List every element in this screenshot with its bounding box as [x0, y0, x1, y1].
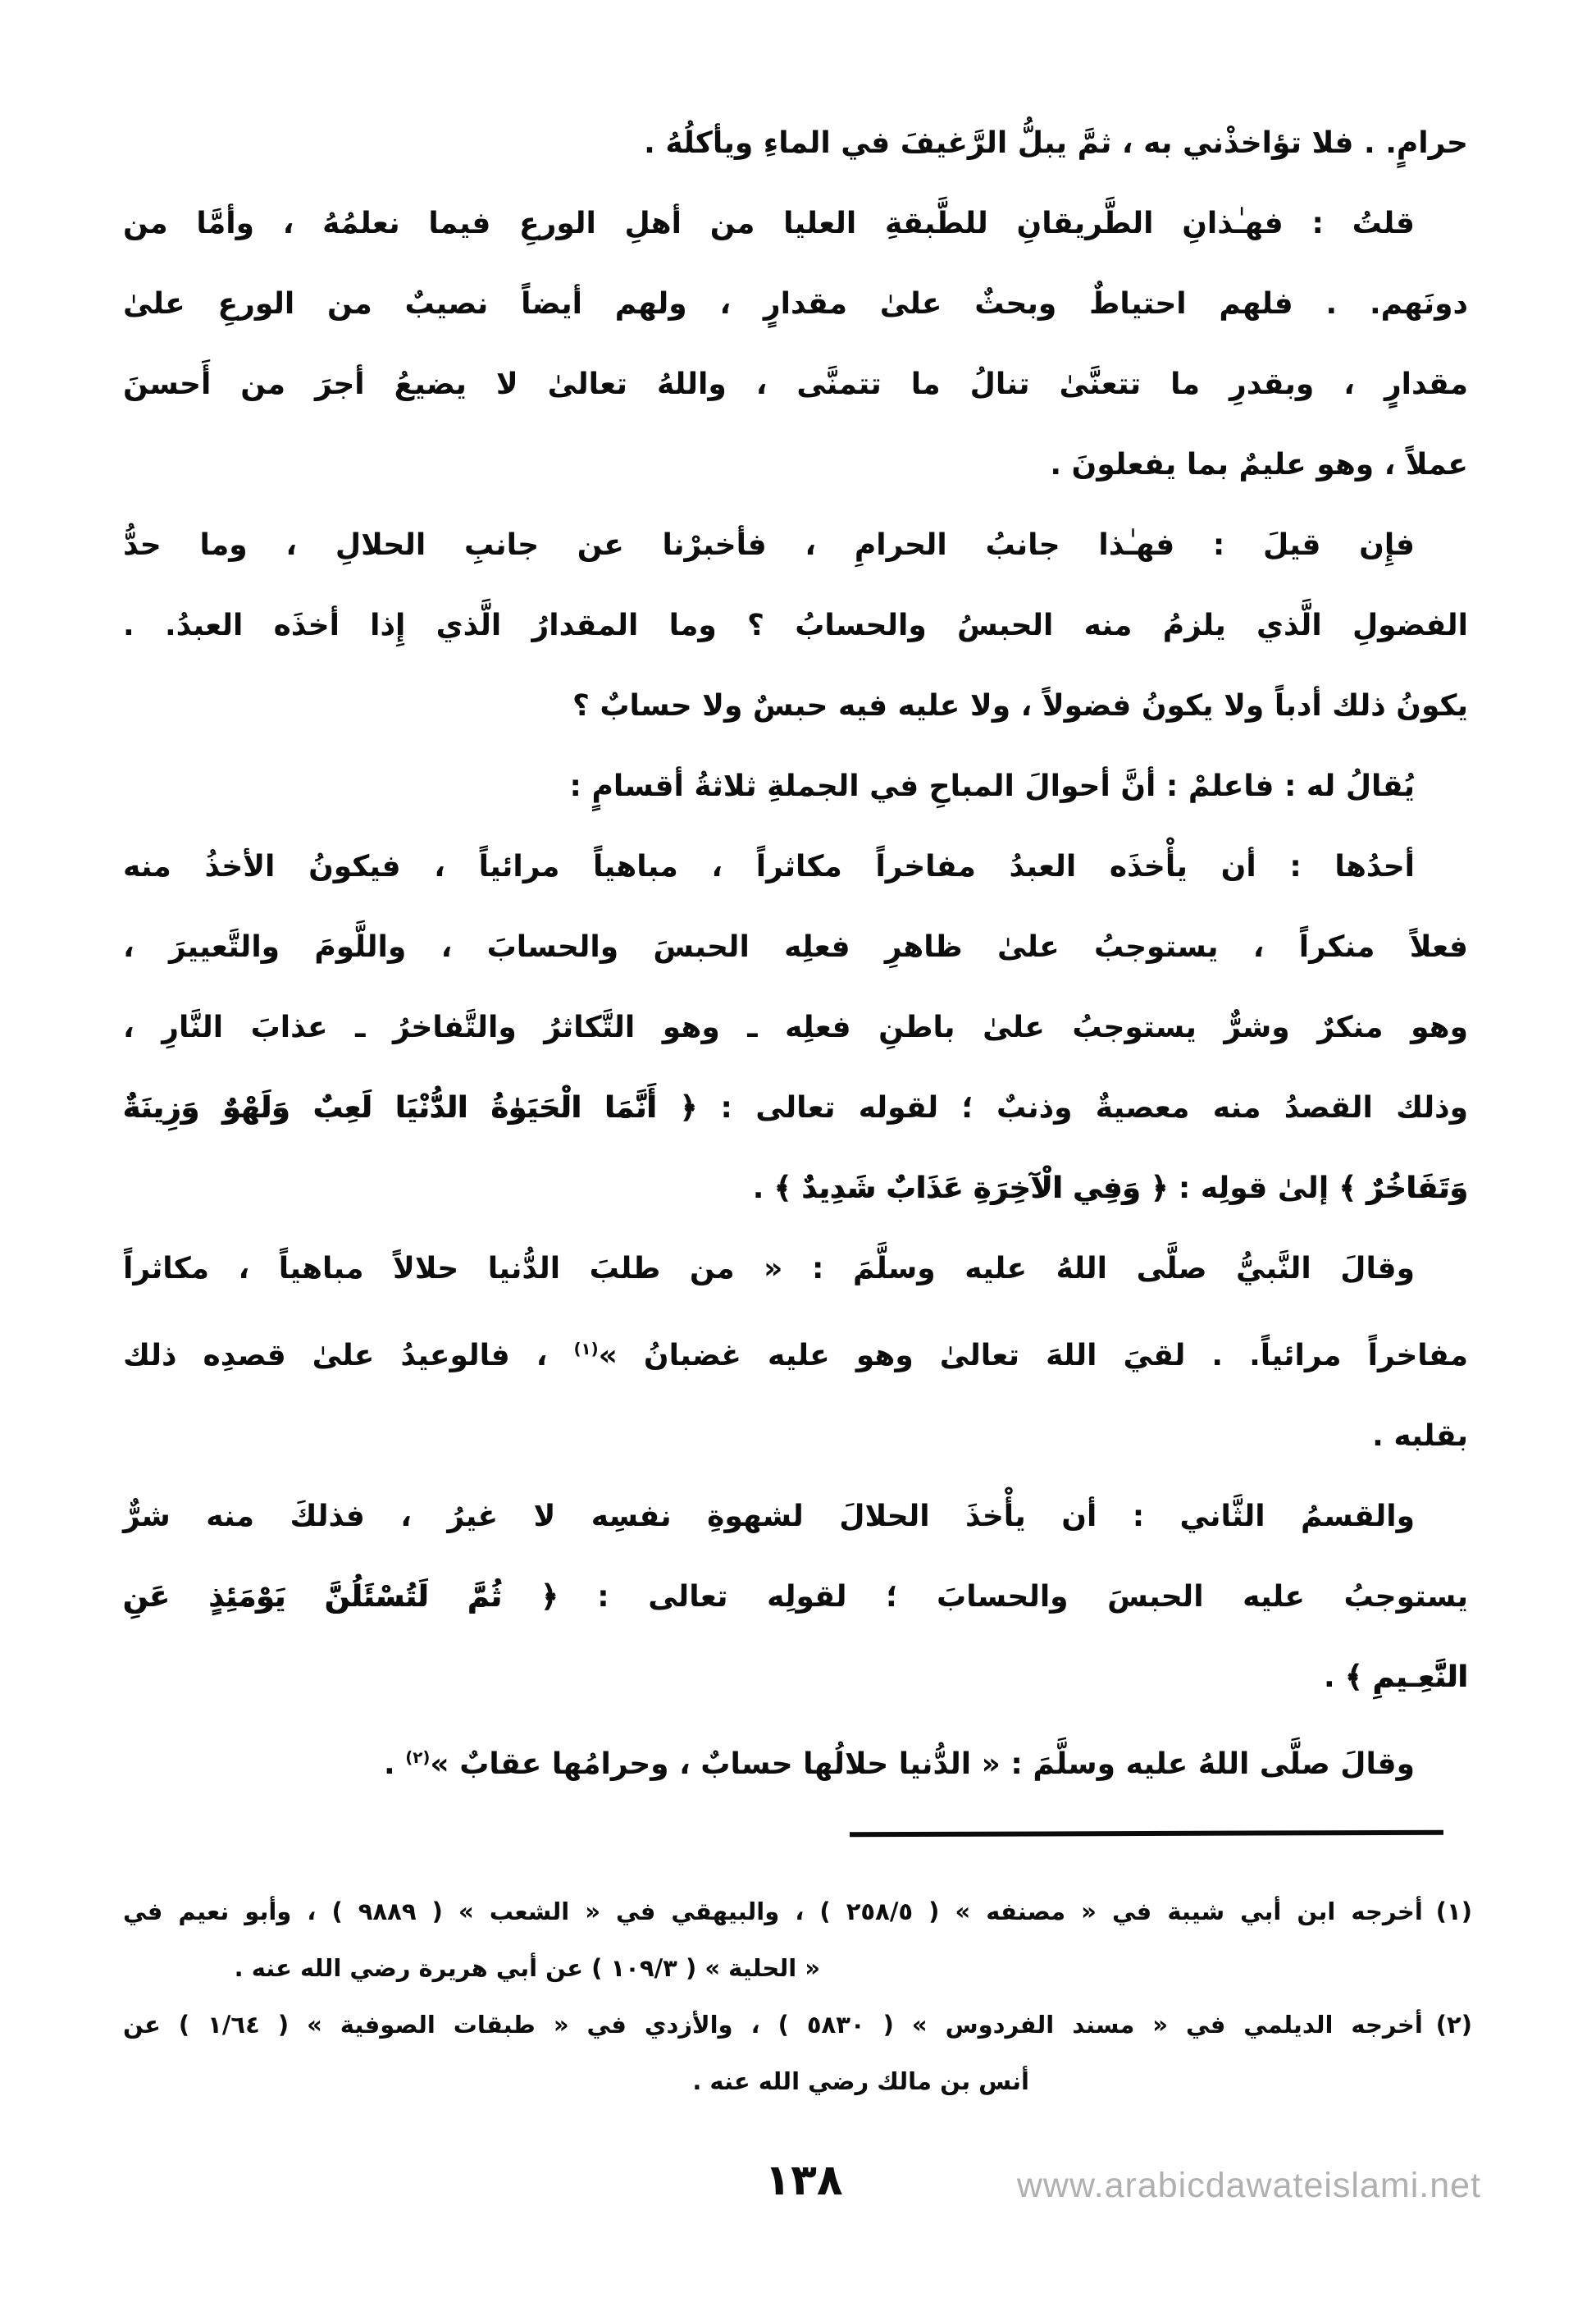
footnote-line [123, 1884, 1472, 1940]
footnotes [123, 1884, 1472, 2110]
text-segment: مقدارٍ ، وبقدرِ ما تتعنَّىٰ تنالُ ما تتمنَّى ، واللهُ تعالىٰ لا يضيعُ أجرَ من أَحسنَ [123, 368, 1468, 401]
body-line [123, 103, 1468, 184]
page-number: ١٣٨ [764, 2156, 843, 2205]
body-text [123, 103, 1468, 1805]
footnote-reference: (٢) [405, 1748, 431, 1767]
footnote-separator [850, 1830, 1443, 1838]
body-line [123, 1396, 1468, 1477]
text-segment: وذلك القصدُ منه معصيةٌ وذنبٌ ؛ لقوله تعالى : [697, 1091, 1468, 1125]
body-line [123, 586, 1468, 666]
text-segment: حرامٍ. . فلا تؤاخذْني به ، ثمَّ يبلُّ الرَّغيفَ في الماءِ ويأكلُهُ . [644, 126, 1468, 160]
quran-verse: ﴿ وَفِي الْآخِرَةِ عَذَابٌ شَدِيدٌ ﴾ [774, 1171, 1169, 1205]
paragraph [123, 184, 1468, 505]
paragraph [123, 103, 1468, 184]
text-segment: يُقالُ له : فاعلمْ : أنَّ أحوالَ المباحِ في الجملةِ ثلاثةُ أقسامٍ : [569, 769, 1415, 803]
footnote-line [123, 1997, 1472, 2053]
quran-verse: النَّعِـيمِ ﴾ [1345, 1660, 1468, 1694]
quran-verse: وَتَفَاخُرٌ ﴾ [1338, 1171, 1468, 1205]
text-segment: فإِن قيلَ : فهـٰذا جانبُ الحرامِ ، فأخبرْنا عن جانبِ الحلالِ ، وما حدُّ [123, 528, 1415, 562]
text-segment: أحدُها : أن يأْخذَه العبدُ مفاخراً مكاثراً ، مباهياً مرائياً ، فيكونُ الأخذُ منه [123, 850, 1415, 884]
text-segment: والقسمُ الثَّاني : أن يأْخذَ الحلالَ لشهوةِ نفسِه لا غيرُ ، فذلكَ منه شرٌّ [123, 1500, 1415, 1533]
body-line [123, 345, 1468, 425]
body-line [123, 988, 1468, 1068]
text-segment: الفضولِ الَّذي يلزمُ منه الحبسُ والحسابُ ؟ وما المقدارُ الَّذي إِذا أخذَه العبدُ. . [123, 609, 1468, 642]
body-line [123, 264, 1468, 345]
footnote-number: (٢) [1435, 2011, 1472, 2039]
paragraph [123, 1477, 1468, 1718]
text-segment: ، فالوعيدُ علىٰ قصدِه ذلك [123, 1339, 574, 1372]
body-line [123, 1557, 1468, 1637]
body-line [123, 1229, 1468, 1309]
paragraph [123, 505, 1468, 747]
body-line [123, 1309, 1468, 1396]
text-segment: يكونُ ذلك أدباً ولا يكونُ فضولاً ، ولا عليه فيه حبسٌ ولا حسابٌ ؟ [572, 689, 1468, 723]
footnote-line: « الحلية » ( ١٠٩/٣ ) عن أبي هريرة رضي الله عنه . [234, 1954, 820, 1982]
text-segment: مفاخراً مرائياً. . لقيَ اللهَ تعالىٰ وهو عليه غضبانُ » [598, 1339, 1468, 1372]
text-segment: قلتُ : فهـٰذانِ الطَّريقانِ للطَّبقةِ العليا من أهلِ الورعِ فيما نعلمُهُ ، وأمَّا من [123, 207, 1415, 240]
body-line [123, 827, 1468, 907]
text-segment: وقالَ النَّبيُّ صلَّى اللهُ عليه وسلَّمَ : « من طلبَ الدُّنيا حلالاً مباهياً ، مكاثراً [123, 1252, 1415, 1285]
body-line [123, 1718, 1468, 1805]
body-line [123, 1637, 1468, 1718]
text-segment: إلىٰ قولِه : [1168, 1171, 1339, 1205]
text-segment: دونَهم. . فلهم احتياطٌ وبحثٌ علىٰ مقدارٍ ، ولهم أيضاً نصيبٌ من الورعِ علىٰ [123, 287, 1468, 321]
body-line [123, 425, 1468, 505]
footnote-line: أنس بن مالك رضي الله عنه . [692, 2067, 1029, 2095]
body-line [123, 1148, 1468, 1229]
footnote-text: أخرجه ابن أبي شيبة في « مصنفه » ( ٢٥٨/٥ ) ، والبيهقي في « الشعب » ( ٩٨٨٩ ) ، وأبو نعيم في [123, 1897, 1423, 1925]
paragraph [123, 827, 1468, 1229]
body-line [123, 666, 1468, 747]
text-segment: فعلاً منكراً ، يستوجبُ علىٰ ظاهرِ فعلِه الحبسَ والحسابَ ، واللَّومَ والتَّعييرَ ، [123, 930, 1468, 964]
text-segment: بقلبه . [1372, 1419, 1468, 1453]
watermark: www.arabicdawateislami.net [1016, 2166, 1481, 2205]
text-segment: . [384, 1747, 406, 1781]
quran-verse: ﴿ ثُمَّ لَتُسْئَلُنَّ يَوْمَئِذٍ عَنِ [123, 1580, 559, 1614]
body-line [123, 184, 1468, 264]
body-line [123, 505, 1468, 586]
paragraph [123, 1229, 1468, 1477]
paragraph [123, 1718, 1468, 1805]
text-segment: عملاً ، وهو عليمٌ بما يفعلونَ . [1050, 448, 1468, 482]
footnote-reference: (١) [573, 1340, 599, 1359]
body-line [123, 1068, 1468, 1148]
text-segment: يستوجبُ عليه الحبسَ والحسابَ ؛ لقولِه تعالى : [558, 1580, 1468, 1614]
text-segment: . [1324, 1660, 1346, 1694]
body-line [123, 907, 1468, 988]
body-line [123, 747, 1468, 827]
text-segment: وهو منكرٌ وشرٌّ يستوجبُ علىٰ باطنِ فعلِه ـ وهو التَّكاثرُ والتَّفاخرُ ـ عذابَ النَّارِ ، [123, 1011, 1468, 1044]
text-segment: . [752, 1171, 775, 1205]
body-line [123, 1477, 1468, 1557]
quran-verse: ﴿ أَنَّمَا الْحَيَوٰةُ الدُّنْيَا لَعِبٌ وَلَهْوٌ وَزِينَةٌ [123, 1091, 698, 1125]
paragraph [123, 747, 1468, 827]
text-segment: وقالَ صلَّى اللهُ عليه وسلَّمَ : « الدُّنيا حلالُها حسابٌ ، وحرامُها عقابٌ » [430, 1747, 1415, 1781]
footnote-number: (١) [1435, 1897, 1472, 1925]
footnote-text: أخرجه الديلمي في « مسند الفردوس » ( ٥٨٣٠ ) ، والأزدي في « طبقات الصوفية » ( ١/٦٤ ) عن [123, 2011, 1423, 2039]
